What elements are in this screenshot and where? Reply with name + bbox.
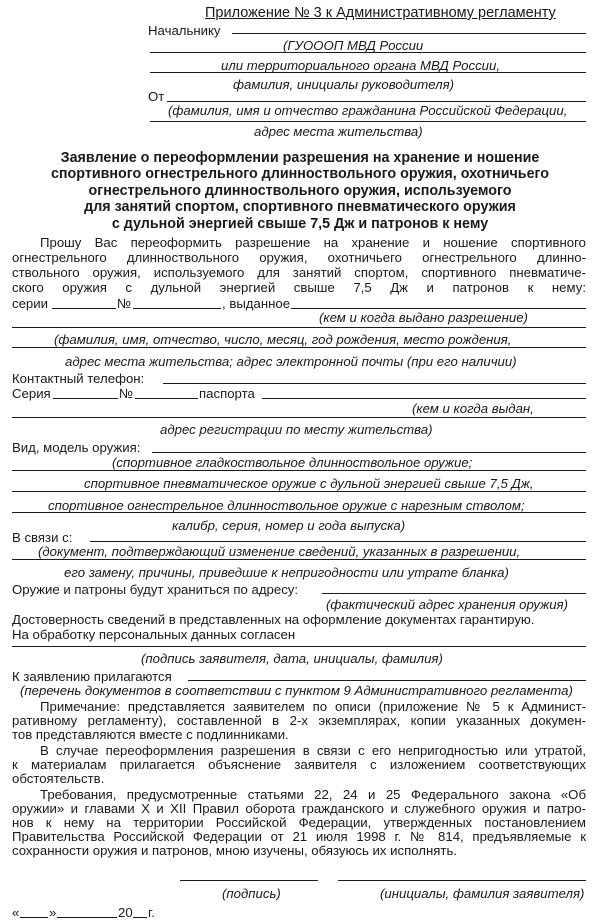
- permit-holder-field[interactable]: [12, 327, 586, 328]
- document-title: [0, 150, 600, 232]
- hint-head: фамилия, инициалы руководителя): [233, 77, 455, 92]
- reason-label: В связи с:: [12, 530, 73, 545]
- hint-document: (документ, подтверждающий изменение сведений, указанных в разрешении,: [38, 544, 521, 559]
- signature-field[interactable]: [180, 880, 318, 881]
- hint-rifled: спортивное огнестрельное длинноствольное оружие с нарезным стволом;: [48, 498, 525, 513]
- date-year: 20: [118, 905, 133, 920]
- hint-signature: (подпись): [222, 886, 281, 901]
- permit-series-label: серии: [12, 296, 48, 311]
- hint-person: (фамилия, имя, отчество, число, месяц, год рождения, место рождения,: [54, 332, 512, 347]
- case-line: к материалам прилагается объяснение заявителя с изложением соответствующих: [12, 757, 586, 772]
- passport-label: паспорта: [199, 386, 255, 401]
- hint-org: (ГУОООП МВД России: [283, 38, 424, 53]
- weapon-field-2[interactable]: [12, 470, 586, 471]
- date-year-field[interactable]: [133, 917, 147, 918]
- passport-number-label: №: [119, 386, 134, 401]
- permit-issued-label: , выданное: [222, 296, 291, 311]
- note-line: тов представляются вместе с подлинниками.: [12, 727, 289, 742]
- hint-address: адрес места жительства): [254, 124, 423, 139]
- from-field[interactable]: [167, 101, 586, 102]
- phone-label: Контактный телефон:: [12, 371, 145, 386]
- hint-passport-issued: (кем и когда выдан,: [412, 401, 534, 416]
- note-line: ративному регламенту), составленной в 2-х экземплярах, копии указанных докумен-: [12, 713, 586, 728]
- applicant-name-field[interactable]: [338, 880, 586, 881]
- passport-number-field[interactable]: [135, 398, 198, 399]
- hint-contact: адрес места жительства; адрес электронной почты (при его наличии): [65, 354, 517, 369]
- request-line: ского оружия с дульной энергией свыше 7,5 Дж и патронов к нему:: [12, 280, 586, 295]
- permit-series-field[interactable]: [52, 308, 116, 309]
- storage-label: Оружие и патроны будут храниться по адресу:: [12, 582, 299, 597]
- hint-applicant-name: (инициалы, фамилия заявителя): [380, 886, 585, 901]
- date-month-field[interactable]: [57, 917, 117, 918]
- hint-applicant: (фамилия, имя и отчество гражданина Российской Федерации,: [168, 103, 568, 118]
- date-open-quote: «: [12, 905, 20, 920]
- title-line: для занятий спортом, спортивного пневматического оружия: [84, 199, 516, 216]
- guarantee-text: Достоверность сведений в представленных на оформление документах гарантирую.: [12, 612, 535, 627]
- title-line: с дульной энергией свыше 7,5 Дж и патронов к нему: [111, 215, 489, 232]
- date-close-quote: »: [49, 905, 57, 920]
- request-line: огнестрельного длинноствольного оружия, охотничьего огнестрельного длинно-: [12, 250, 586, 265]
- title-line: спортивного огнестрельного длинноствольного оружия, охотничьего: [50, 166, 550, 183]
- weapon-label: Вид, модель оружия:: [12, 440, 141, 455]
- weapon-field[interactable]: [152, 452, 586, 453]
- permit-issued-field[interactable]: [291, 308, 586, 309]
- hint-replacement: его замену, причины, приведшие к непригодности или утрате бланка): [64, 565, 509, 580]
- reason-field[interactable]: [90, 541, 586, 542]
- attachments-field[interactable]: [188, 680, 586, 681]
- requirements-line: Требования, предусмотренные статьями 22, 24 и 25 Федерального закона «Об: [40, 787, 586, 802]
- passport-series-label: Серия: [12, 386, 51, 401]
- hint-smoothbore: (спортивное гладкоствольное длинноствольное оружие;: [112, 455, 473, 470]
- hint-consent: (подпись заявителя, дата, инициалы, фамилия): [141, 651, 443, 666]
- requirements-line: Правительства Российской Федерации от 21 июля 1998 г. № 814, предъявляемые к: [12, 829, 586, 844]
- request-line: ствольного оружия, используемого для занятий спортом, спортивного пневматиче-: [12, 265, 586, 280]
- weapon-field-3[interactable]: [12, 491, 586, 492]
- date-year-suffix: г.: [148, 905, 155, 920]
- requirements-line: сохранности оружия и патронов, мною изучены, обязуюсь их исполнять.: [12, 843, 457, 858]
- case-line: В случае переоформления разрешения в связи с его непригодностью или утратой,: [40, 743, 586, 758]
- registration-field[interactable]: [12, 417, 586, 418]
- hint-pneumatic: спортивное пневматическое оружие с дульной энергией свыше 7,5 Дж,: [84, 476, 534, 491]
- title-line: Заявление о переоформлении разрешения на хранение и ношение: [60, 150, 540, 166]
- requirements-line: нов к нему на территории Российской Федерации, утвержденных постановлением: [12, 815, 586, 830]
- consent-signature-field[interactable]: [12, 646, 586, 647]
- storage-field[interactable]: [322, 593, 586, 594]
- passport-issued-field[interactable]: [262, 398, 586, 399]
- consent-text: На обработку персональных данных согласен: [12, 627, 296, 642]
- reason-field-2[interactable]: [12, 559, 586, 560]
- territorial-field[interactable]: [150, 72, 586, 73]
- request-line: Прошу Вас переоформить разрешение на хранение и ношение спортивного: [40, 235, 586, 250]
- phone-field[interactable]: [163, 383, 586, 384]
- from-label: От: [148, 89, 165, 104]
- permit-number-field[interactable]: [133, 308, 221, 309]
- hint-issued: (кем и когда выдано разрешение): [319, 310, 528, 325]
- permit-number-label: №: [117, 296, 132, 311]
- birth-field[interactable]: [12, 347, 586, 348]
- note-line: Примечание: представляется заявителем по описи (приложение № 5 к Админист-: [40, 699, 586, 714]
- chief-name-field[interactable]: [232, 33, 586, 34]
- case-line: обстоятельств.: [12, 771, 105, 786]
- hint-attachments: (перечень документов в соответствии с пунктом 9 Административного регламента): [20, 683, 573, 698]
- title-line: огнестрельного длинноствольного оружия, используемого: [88, 182, 512, 199]
- attachments-label: К заявлению прилагаются: [12, 669, 172, 684]
- chief-label: Начальнику: [148, 23, 221, 38]
- hint-caliber: калибр, серия, номер и года выпуска): [172, 518, 406, 533]
- date-day-field[interactable]: [20, 917, 48, 918]
- hint-storage-address: (фактический адрес хранения оружия): [326, 597, 568, 612]
- weapon-field-4[interactable]: [12, 512, 586, 513]
- applicant-field[interactable]: [150, 121, 586, 122]
- org-field[interactable]: [150, 52, 586, 53]
- hint-territorial: или территориального органа МВД России,: [221, 58, 500, 73]
- passport-series-field[interactable]: [53, 398, 118, 399]
- appendix-title: Приложение № 3 к Административному регламенту: [205, 5, 556, 21]
- hint-registration: адрес регистрации по месту жительства): [160, 422, 433, 437]
- requirements-line: оружии» и главами X и XII Правил оборота гражданского и служебного оружия и патро-: [12, 801, 586, 816]
